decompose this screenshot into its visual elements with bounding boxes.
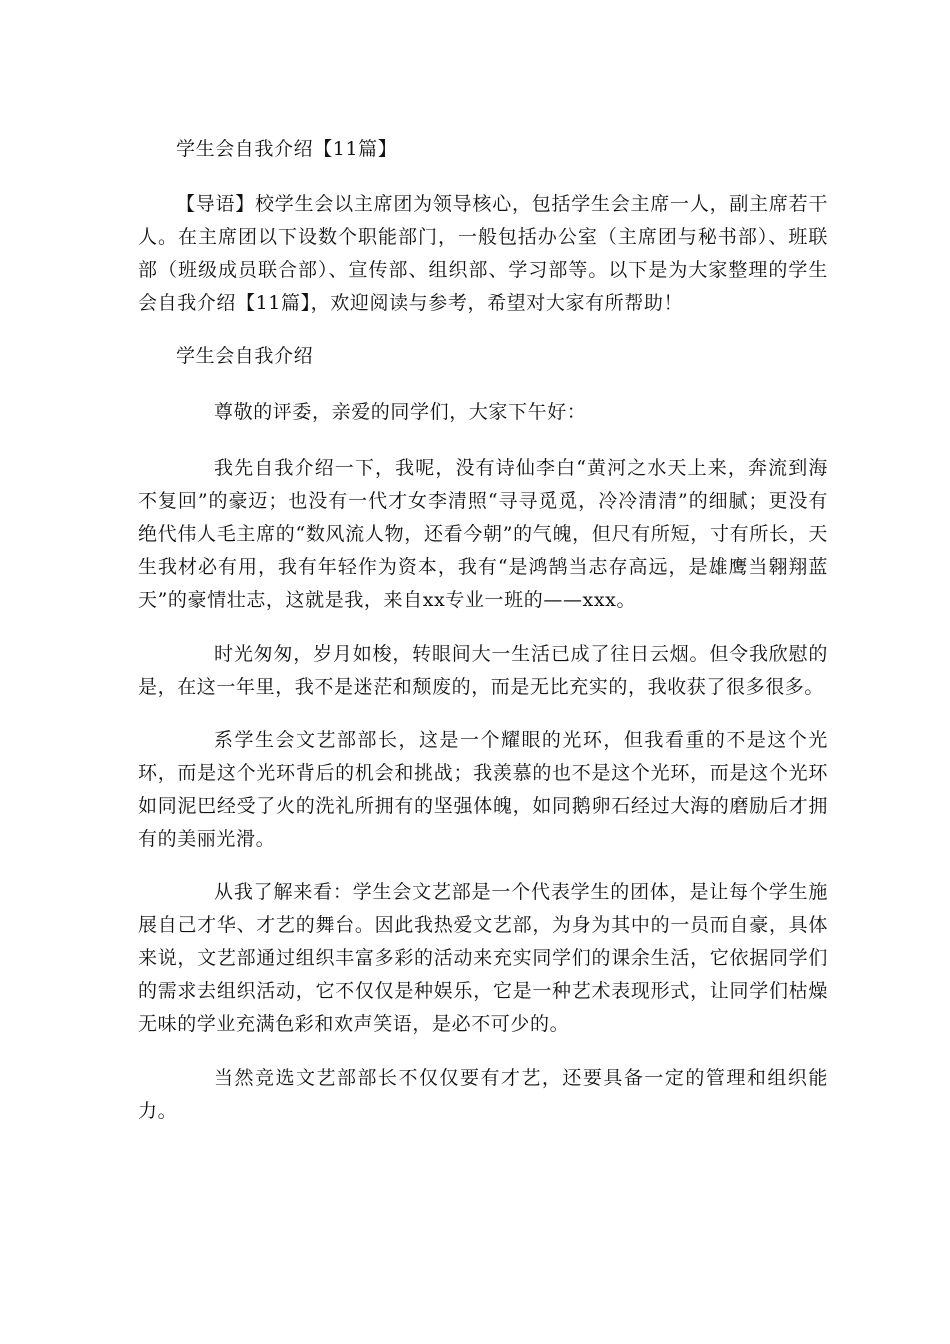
greeting-line: 尊敬的评委，亲爱的同学们，大家下午好： <box>214 401 587 423</box>
body-paragraph-5: 当然竞选文艺部部长不仅仅要有才艺，还要具备一定的管理和组织能力。 <box>138 1067 828 1122</box>
document-title: 学生会自我介绍【11篇】 <box>176 138 398 160</box>
body-paragraph-3: 系学生会文艺部部长，这是一个耀眼的光环，但我看重的不是这个光环，而是这个光环背后的机会和挑战；我羡慕的也不是这个光环，而是这个光环如同泥巴经受了火的洗礼所拥有的坚强体魄，如同鹅卵石经过大海的磨励后才拥有的美丽光滑。 <box>138 729 828 850</box>
body-paragraph-4: 从我了解来看：学生会文艺部是一个代表学生的团体，是让每个学生施展自己才华、才艺的舞台。因此我热爱文艺部，为身为其中的一员而自豪，具体来说，文艺部通过组织丰富多彩的活动来充实同学们的课余生活，它依据同学们的需求去组织活动，它不仅仅是种娱乐，它是一种艺术表现形式，让同学们枯燥无味的学业充满色彩和欢声笑语，是必不可少的。 <box>138 881 828 1035</box>
section-heading: 学生会自我介绍 <box>176 345 314 367</box>
intro-paragraph: 【导语】校学生会以主席团为领导核心，包括学生会主席一人，副主席若干人。在主席团以下设数个职能部门，一般包括办公室（主席团与秘书部）、班联部（班级成员联合部）、宣传部、组织部、学习部等。以下是为大家整理的学生会自我介绍【11篇】，欢迎阅读与参考，希望对大家有所帮助！ <box>138 193 828 314</box>
body-paragraph-2: 时光匆匆，岁月如梭，转眼间大一生活已成了往日云烟。但令我欣慰的是，在这一年里，我不是迷茫和颓废的，而是无比充实的，我收获了很多很多。 <box>138 643 828 698</box>
body-paragraph-1: 我先自我介绍一下，我呢，没有诗仙李白“黄河之水天上来，奔流到海不复回”的豪迈；也没有一代才女李清照“寻寻觅觅，冷冷清清”的细腻；更没有绝代伟人毛主席的“数风流人物，还看今朝”的气魄，但尺有所短，寸有所长，天生我材必有用，我有年轻作为资本，我有“是鸿鹄当志存高远，是雄鹰当翱翔蓝天”的豪情壮志，这就是我，来自xx专业一班的——xxx。 <box>138 457 828 611</box>
